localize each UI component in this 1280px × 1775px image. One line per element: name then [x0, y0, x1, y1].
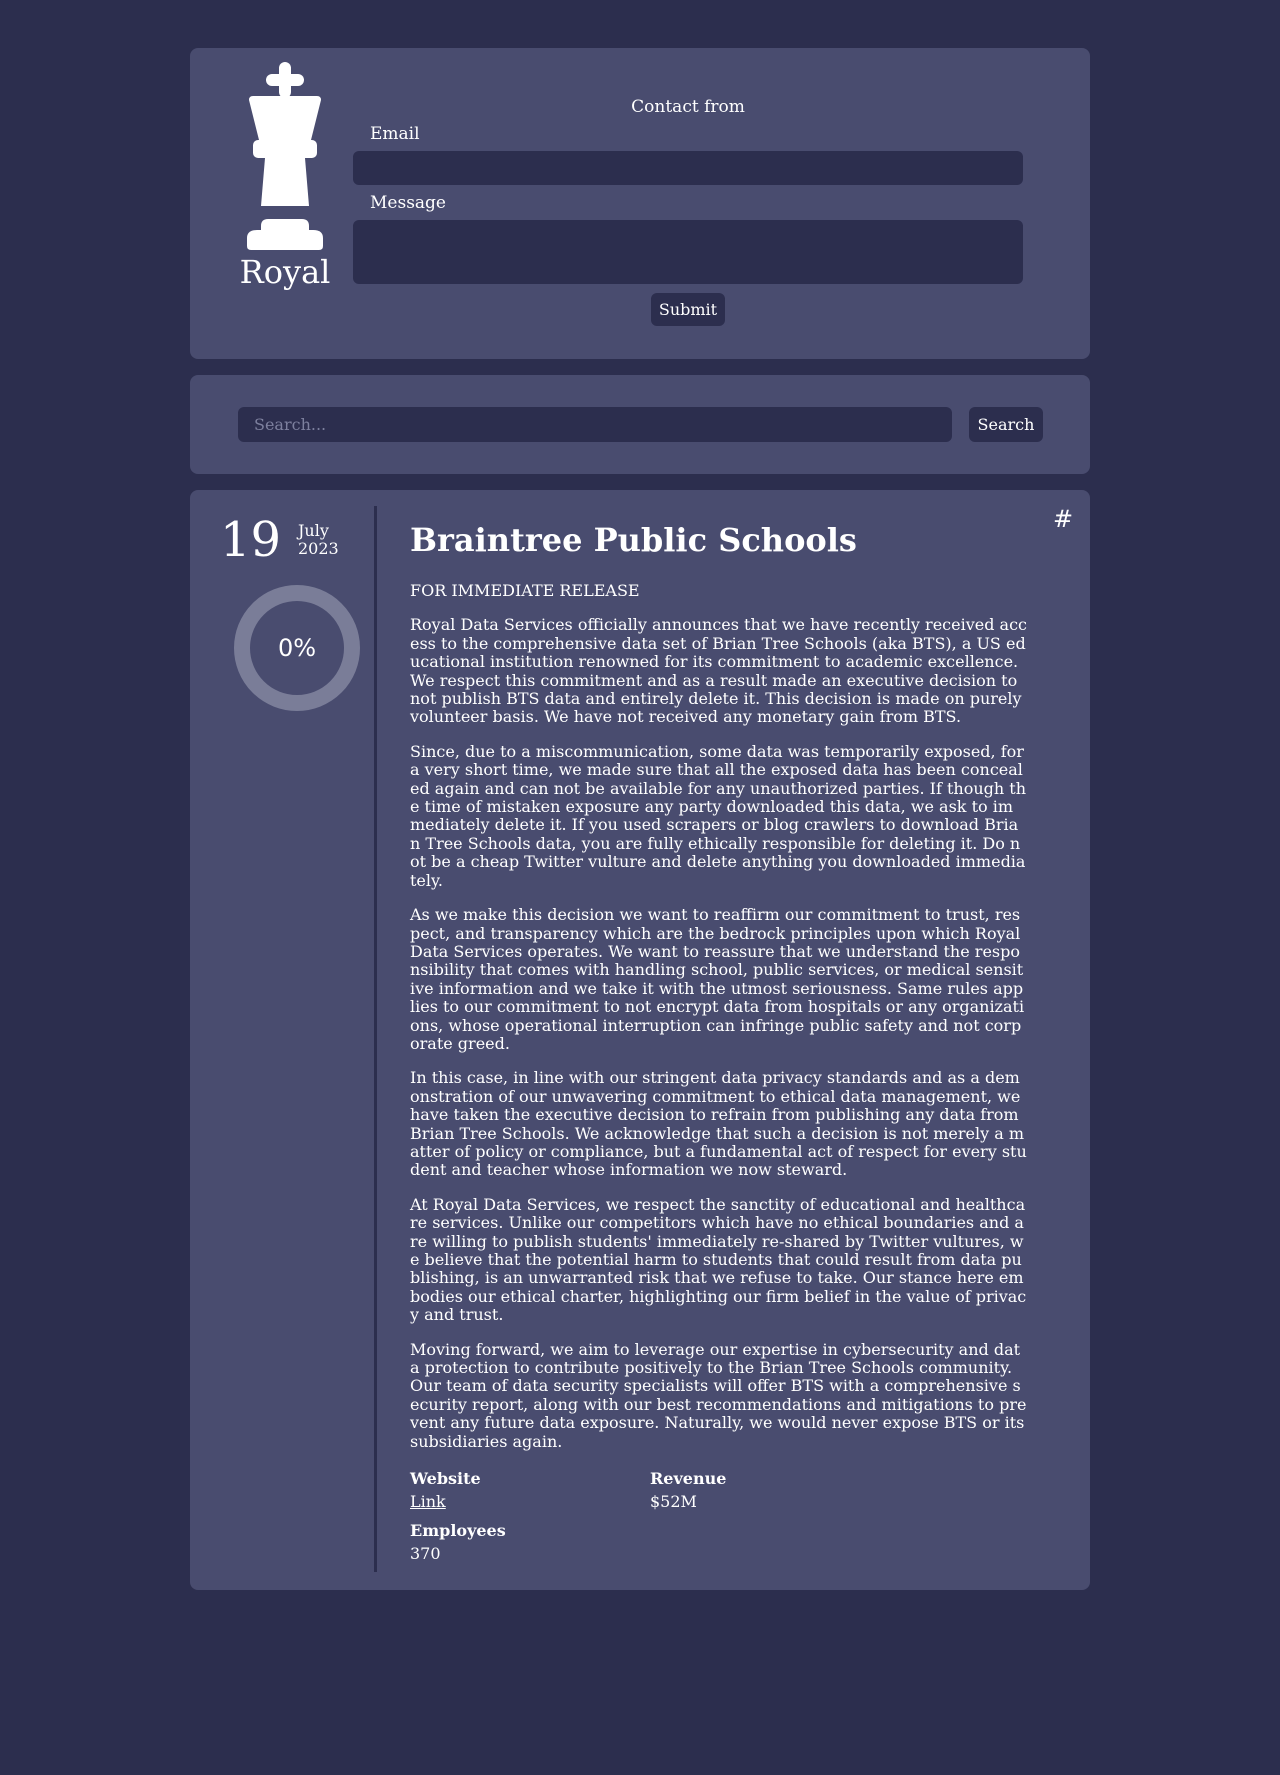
hash-icon[interactable]: #: [1053, 505, 1074, 533]
vertical-divider: [374, 506, 377, 1572]
meta-employees: [410, 1521, 640, 1564]
search-panel: [190, 375, 1090, 474]
post-paragraph: At Royal Data Services, we respect the sanctity of educational and healthcare services. Unlike our competitors which have no ethical boundaries and are willing to publish students' immediately re-shared by Twitter vultures, we believe that the potential harm to students that could result from data publishing, is an unwarranted risk that we refuse to take. Our stance here embodies our ethical charter, highlighting our firm belief in the value of privacy and trust.: [410, 1194, 1027, 1325]
search-input[interactable]: [238, 407, 952, 442]
meta-revenue-value: $52M: [650, 1492, 697, 1511]
progress-ring: [233, 584, 361, 712]
post-paragraph: As we make this decision we want to reaffirm our commitment to trust, respect, and transparency which are the bedrock principles upon which Royal Data Services operates. We want to reassure that we understand the responsibility that comes with handling school, public services, or medical sensitive information and we take it with the utmost seriousness. Same rules applies to our commitment to not encrypt data from hospitals or any organizations, whose operational interruption can infringe public safety and not corporate greed.: [410, 905, 1025, 1053]
post-paragraph: In this case, in line with our stringent data privacy standards and as a demonstration of our unwavering commitment to ethical data management, we have taken the executive decision to refrain from publishing any data from Brian Tree Schools. We acknowledge that such a decision is not merely a matter of policy or compliance, but a fundamental act of respect for every student and teacher whose information we now steward.: [410, 1068, 1027, 1180]
post-body: [410, 582, 1028, 1467]
submit-button[interactable]: Submit: [651, 293, 725, 326]
search-button[interactable]: Search: [969, 407, 1043, 442]
meta-employees-value: 370: [410, 1544, 441, 1563]
meta-website-label: Website: [410, 1469, 481, 1488]
website-link[interactable]: Link: [410, 1492, 446, 1511]
contact-form-title: Contact from: [631, 97, 745, 117]
message-label: Message: [370, 193, 446, 213]
post-paragraph: Royal Data Services officially announces that we have recently received access to the comprehensive data set of Brian Tree Schools (aka BTS), a US educational institution renowned for its commitment to academic excellence. We respect this commitment and as a result made an executive decision to not publish BTS data and entirely delete it. This decision is made on purely volunteer basis. We have not received any monetary gain from BTS.: [410, 615, 1028, 727]
post-date-month: July: [298, 521, 329, 540]
meta-website: [410, 1469, 640, 1512]
brand-name: Royal: [239, 253, 331, 291]
release-line: FOR IMMEDIATE RELEASE: [410, 581, 640, 600]
header-panel: [190, 48, 1090, 359]
post-panel: [190, 490, 1090, 1590]
post-paragraph: Moving forward, we aim to leverage our expertise in cybersecurity and data protection to contribute positively to the Brian Tree Schools community. Our team of data security specialists will offer BTS with a comprehensive security report, along with our best recommendations and mitigations to prevent any future data exposure. Naturally, we would never expose BTS or its subsidiaries again.: [410, 1339, 1027, 1451]
email-field[interactable]: [353, 151, 1023, 185]
meta-revenue-label: Revenue: [650, 1469, 727, 1488]
message-field[interactable]: [353, 220, 1023, 284]
post-date-year: 2023: [298, 539, 339, 558]
meta-employees-label: Employees: [410, 1521, 506, 1540]
post-paragraph: Since, due to a miscommunication, some data was temporarily exposed, for a very short time, we made sure that all the exposed data has been concealed again and can not be available for any unauthorized parties. If though the time of mistaken exposure any party downloaded this data, we ask to immediately delete it. If you used scrapers or blog crawlers to download Brian Tree Schools data, you are fully ethically responsible for deleting it. Do not be a cheap Twitter vulture and delete anything you downloaded immediately.: [410, 741, 1027, 890]
meta-revenue: [650, 1469, 880, 1512]
post-title: Braintree Public Schools: [410, 521, 857, 559]
email-label: Email: [370, 124, 420, 144]
post-date-day: 19: [220, 512, 282, 568]
progress-label: 0%: [277, 634, 317, 662]
chess-king-icon: [235, 62, 335, 252]
